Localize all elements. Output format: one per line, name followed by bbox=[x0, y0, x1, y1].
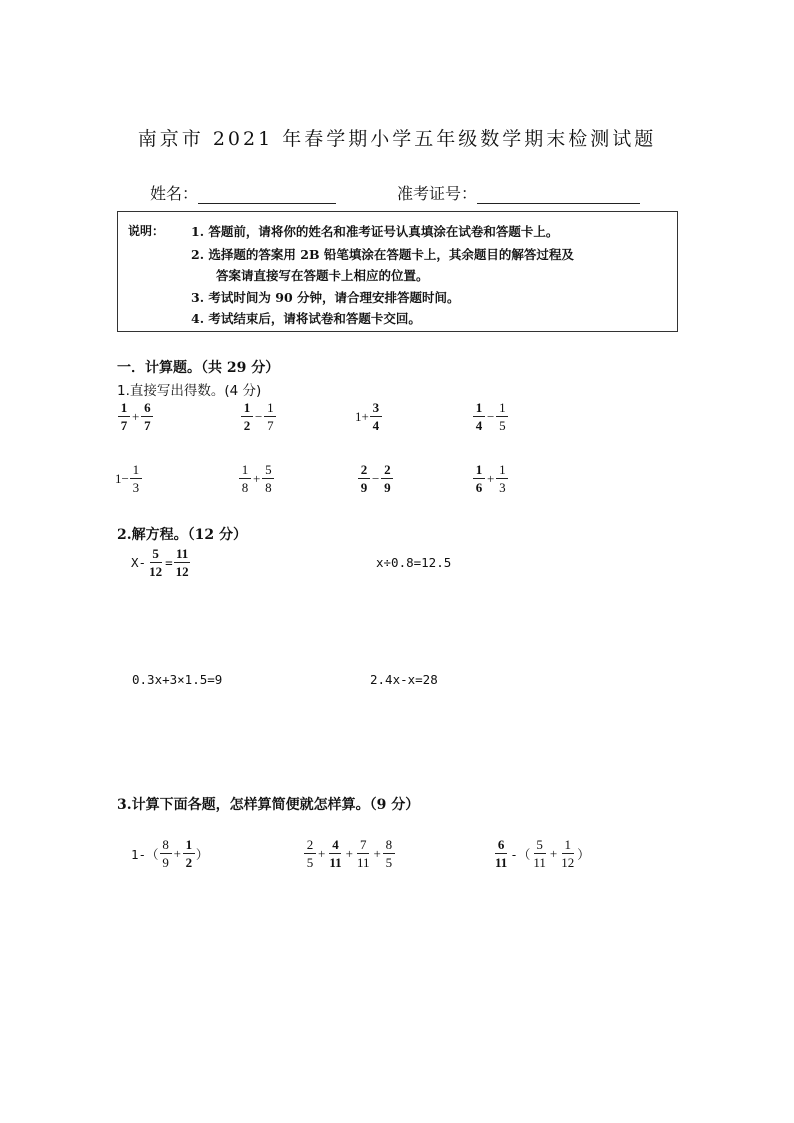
operator: + bbox=[373, 845, 381, 861]
name-blank[interactable] bbox=[198, 185, 336, 204]
oral-item-3 bbox=[355, 400, 383, 433]
equation-1 bbox=[131, 546, 192, 579]
numerator: 1 bbox=[496, 462, 508, 479]
fraction bbox=[304, 837, 316, 870]
calc-expression-2 bbox=[303, 837, 396, 870]
denominator: 11 bbox=[356, 855, 370, 870]
instruction-item: 3. 考试时间为 90 分钟，请合理安排答题时间。 bbox=[191, 290, 460, 305]
fraction bbox=[559, 837, 576, 870]
equation-4: 2.4x-x=28 bbox=[370, 672, 438, 687]
operator: ） bbox=[577, 846, 590, 862]
fraction bbox=[118, 400, 130, 433]
operator: + bbox=[318, 845, 326, 861]
numerator: 8 bbox=[160, 837, 172, 854]
fraction bbox=[381, 462, 393, 495]
numerator: 4 bbox=[329, 837, 341, 854]
numerator: 1 bbox=[562, 837, 574, 854]
calc-expression-3 bbox=[492, 837, 590, 870]
denominator: 5 bbox=[306, 855, 314, 870]
denominator: 11 bbox=[533, 855, 546, 870]
oral-item-8 bbox=[472, 462, 509, 495]
numerator: 1 bbox=[183, 837, 195, 854]
page-title: 南京市 2021 年春学期小学五年级数学期末检测试题 bbox=[137, 128, 657, 150]
operator: − bbox=[487, 408, 495, 424]
numerator: 7 bbox=[357, 837, 369, 854]
equation-3: 0.3x+3×1.5=9 bbox=[132, 672, 223, 687]
numerator: 2 bbox=[381, 462, 393, 479]
denominator: 12 bbox=[149, 564, 163, 579]
numerator: 2 bbox=[358, 462, 370, 479]
operator: + bbox=[549, 845, 558, 861]
numerator: 5 bbox=[150, 546, 162, 563]
denominator: 9 bbox=[384, 480, 391, 495]
oral-item-1 bbox=[117, 400, 154, 433]
operator: + bbox=[253, 470, 261, 486]
numerator: 11 bbox=[175, 546, 189, 561]
numerator: 1 bbox=[496, 400, 508, 417]
denominator: 3 bbox=[132, 480, 140, 495]
denominator: 7 bbox=[120, 418, 128, 433]
numerator: 1 bbox=[264, 400, 276, 417]
calc-expression-1 bbox=[131, 837, 208, 870]
operator: − bbox=[255, 408, 263, 424]
fraction bbox=[183, 837, 195, 870]
denominator: 12 bbox=[561, 855, 575, 870]
fraction bbox=[383, 837, 395, 870]
numerator: 2 bbox=[304, 837, 316, 854]
oral-item-4 bbox=[472, 400, 509, 433]
denominator: 3 bbox=[499, 480, 506, 495]
fraction bbox=[493, 837, 509, 870]
numerator: 1 bbox=[239, 462, 251, 479]
oral-item-7 bbox=[357, 462, 394, 495]
fraction bbox=[327, 837, 343, 870]
name-field bbox=[150, 181, 336, 204]
instructions-box bbox=[117, 211, 678, 332]
fraction bbox=[264, 400, 276, 433]
denominator: 5 bbox=[385, 855, 393, 870]
oral-item-5 bbox=[115, 462, 143, 495]
operator: 1-（ bbox=[131, 846, 159, 862]
denominator: 7 bbox=[144, 418, 151, 433]
fraction bbox=[496, 462, 508, 495]
operator: 1− bbox=[115, 470, 129, 486]
operator: = bbox=[165, 555, 173, 570]
fraction bbox=[473, 400, 485, 433]
numerator: 5 bbox=[534, 837, 546, 854]
denominator: 4 bbox=[372, 418, 380, 433]
oral-item-2 bbox=[240, 400, 277, 433]
equation-2: x÷0.8=12.5 bbox=[376, 555, 452, 570]
fraction bbox=[370, 400, 382, 433]
denominator: 8 bbox=[241, 480, 249, 495]
denominator: 9 bbox=[162, 855, 169, 870]
instruction-item: 1. 答题前，请将你的姓名和准考证号认真填涂在试卷和答题卡上。 bbox=[191, 224, 559, 239]
fraction bbox=[130, 462, 142, 495]
denominator: 4 bbox=[475, 418, 483, 433]
denominator: 2 bbox=[243, 418, 251, 433]
numerator: 5 bbox=[262, 462, 274, 479]
question-2-title: 2.解方程。（12 分） bbox=[117, 527, 247, 543]
numerator: 1 bbox=[118, 400, 130, 417]
operator: 1+ bbox=[355, 408, 369, 424]
denominator: 5 bbox=[499, 418, 506, 433]
fraction bbox=[174, 546, 191, 579]
question-3-title: 3.计算下面各题，怎样算简便就怎样算。（9 分） bbox=[117, 797, 420, 813]
denominator: 9 bbox=[360, 480, 368, 495]
section-1-title: 一．计算题。（共 29 分） bbox=[117, 360, 280, 376]
instruction-item: 2. 选择题的答案用 2B 铅笔填涂在答题卡上，其余题目的解答过程及 bbox=[191, 247, 574, 262]
denominator: 11 bbox=[495, 855, 508, 870]
fraction bbox=[531, 837, 548, 870]
fraction bbox=[473, 462, 485, 495]
fraction bbox=[241, 400, 253, 433]
question-1-title: 1.直接写出得数。(4 分) bbox=[117, 383, 262, 399]
instruction-item: 4. 考试结束后，请将试卷和答题卡交回。 bbox=[191, 311, 421, 326]
fraction bbox=[160, 837, 172, 870]
numerator: 1 bbox=[241, 400, 253, 417]
fraction bbox=[262, 462, 274, 495]
numerator: 1 bbox=[130, 462, 142, 479]
fraction bbox=[141, 400, 153, 433]
numerator: 3 bbox=[370, 400, 382, 417]
fraction bbox=[496, 400, 508, 433]
instruction-item: 答案请直接写在答题卡上相应的位置。 bbox=[216, 268, 429, 283]
numerator: 6 bbox=[495, 837, 507, 854]
operator: + bbox=[487, 470, 495, 486]
operator: + bbox=[173, 845, 181, 861]
denominator: 6 bbox=[475, 480, 483, 495]
operator: ） bbox=[195, 846, 209, 862]
exam-number-field bbox=[397, 181, 640, 204]
denominator: 11 bbox=[329, 855, 342, 870]
numerator: 8 bbox=[383, 837, 395, 854]
numerator: 6 bbox=[141, 400, 153, 417]
operator: + bbox=[345, 845, 353, 861]
numerator: 1 bbox=[473, 462, 485, 479]
denominator: 12 bbox=[175, 564, 189, 579]
operator: -（ bbox=[510, 846, 531, 862]
denominator: 8 bbox=[265, 480, 272, 495]
fraction bbox=[355, 837, 372, 870]
name-label: 姓名： bbox=[150, 184, 199, 203]
operator: − bbox=[372, 470, 380, 486]
exam-number-blank[interactable] bbox=[477, 185, 640, 204]
fraction bbox=[147, 546, 164, 579]
denominator: 7 bbox=[267, 418, 274, 433]
instructions-label: 说明： bbox=[128, 224, 165, 238]
exam-number-label: 准考证号： bbox=[397, 184, 478, 203]
operator: X- bbox=[131, 555, 147, 570]
oral-item-6 bbox=[238, 462, 275, 495]
fraction bbox=[239, 462, 251, 495]
operator: + bbox=[132, 408, 140, 424]
denominator: 2 bbox=[185, 855, 193, 870]
numerator: 1 bbox=[473, 400, 485, 417]
fraction bbox=[358, 462, 370, 495]
